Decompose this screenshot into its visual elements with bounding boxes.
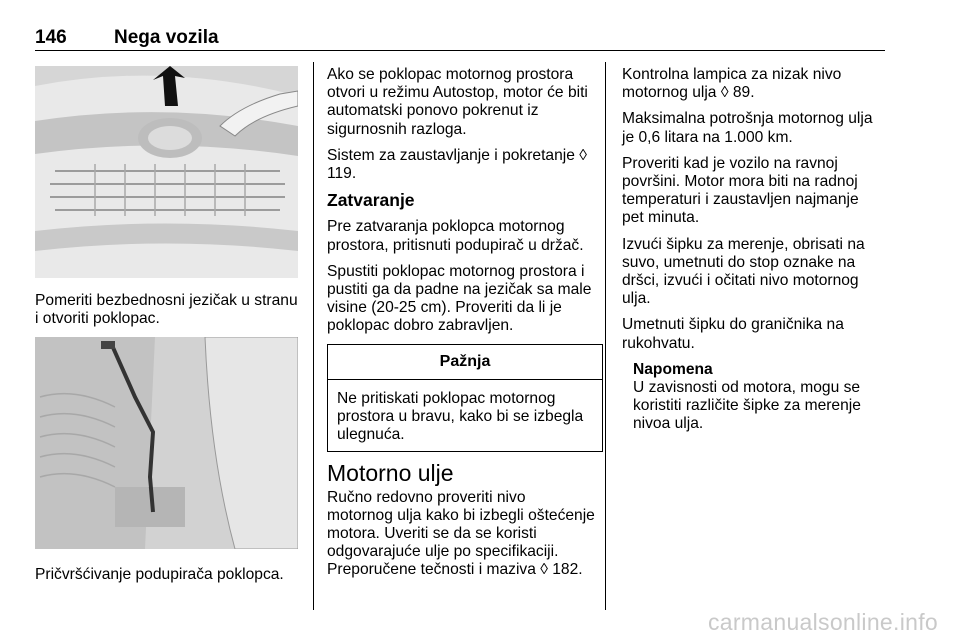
caution-box xyxy=(327,344,603,453)
hood-prop-illustration xyxy=(35,337,298,549)
middle-column xyxy=(327,66,595,588)
hood-release-illustration xyxy=(35,66,298,278)
right-column xyxy=(622,66,884,434)
oil-lamp-reference: Kontrolna lampica za nizak nivo motornog ulja ◊ 89. xyxy=(622,66,842,102)
figure1-caption: Pomeriti bezbednosni jezičak u stranu i otvoriti poklopac. xyxy=(35,292,298,328)
oil-consumption-paragraph: Maksimalna potrošnja motornog ulja je 0,6 litara na 1.000 km. xyxy=(622,110,873,146)
remark-block xyxy=(633,361,884,434)
remark-title: Napomena xyxy=(633,360,713,378)
engine-oil-heading: Motorno ulje xyxy=(327,460,454,487)
page-header xyxy=(35,22,885,51)
engine-oil-paragraph: Ručno redovno proveriti nivo motornog ulja kako bi izbegli oštećenje motora. Uveriti se da se koristi odgovarajuće ulje po specifikaciji. Preporučene tečnosti i maziva ◊ 182. xyxy=(327,488,595,579)
dipstick-insert-paragraph: Umetnuti šipku do graničnika na rukohvatu. xyxy=(622,316,844,352)
remark-text: U zavisnosti od motora, mogu se koristiti različite šipke za merenje nivoa ulja. xyxy=(633,379,861,433)
caution-text: Ne pritiskati poklopac motornog prostora u bravu, kako bi se izbegla ulegnuća. xyxy=(337,389,584,444)
stop-start-reference: Sistem za zaustavljanje i pokretanje ◊ 119. xyxy=(327,146,587,183)
column-divider-2 xyxy=(605,62,606,610)
dipstick-procedure-paragraph: Izvući šipku za merenje, obrisati na suvo, umetnuti do stop oznake na dršci, izvući i očitati nivo motornog ulja. xyxy=(622,235,865,308)
column-divider-1 xyxy=(313,62,314,610)
check-conditions-paragraph: Proveriti kad je vozilo na ravnoj površini. Motor mora biti na radnoj temperaturi i zaustavljen najmanje pet minuta. xyxy=(622,154,859,227)
autostop-paragraph: Ako se poklopac motornog prostora otvori u režimu Autostop, motor će biti automatski ponovo pokrenut iz sigurnosnih razloga. xyxy=(327,66,588,138)
caution-title: Pažnja xyxy=(328,345,602,380)
chapter-title: Nega vozila xyxy=(114,27,219,48)
figure2-caption: Pričvršćivanje podupirača poklopca. xyxy=(35,566,284,583)
page-number: 146 xyxy=(35,27,67,48)
closing-heading: Zatvaranje xyxy=(327,190,415,211)
closing-paragraph-1: Pre zatvaranja poklopca motornog prostora, pritisnuti podupirač u držač. xyxy=(327,218,584,254)
closing-paragraph-2: Spustiti poklopac motornog prostora i pustiti ga da padne na jezičak sa male visine (20-25 cm). Proveriti da li je poklopac dobro zabravljen. xyxy=(327,262,592,335)
watermark: carmanualsonline.info xyxy=(707,609,938,635)
